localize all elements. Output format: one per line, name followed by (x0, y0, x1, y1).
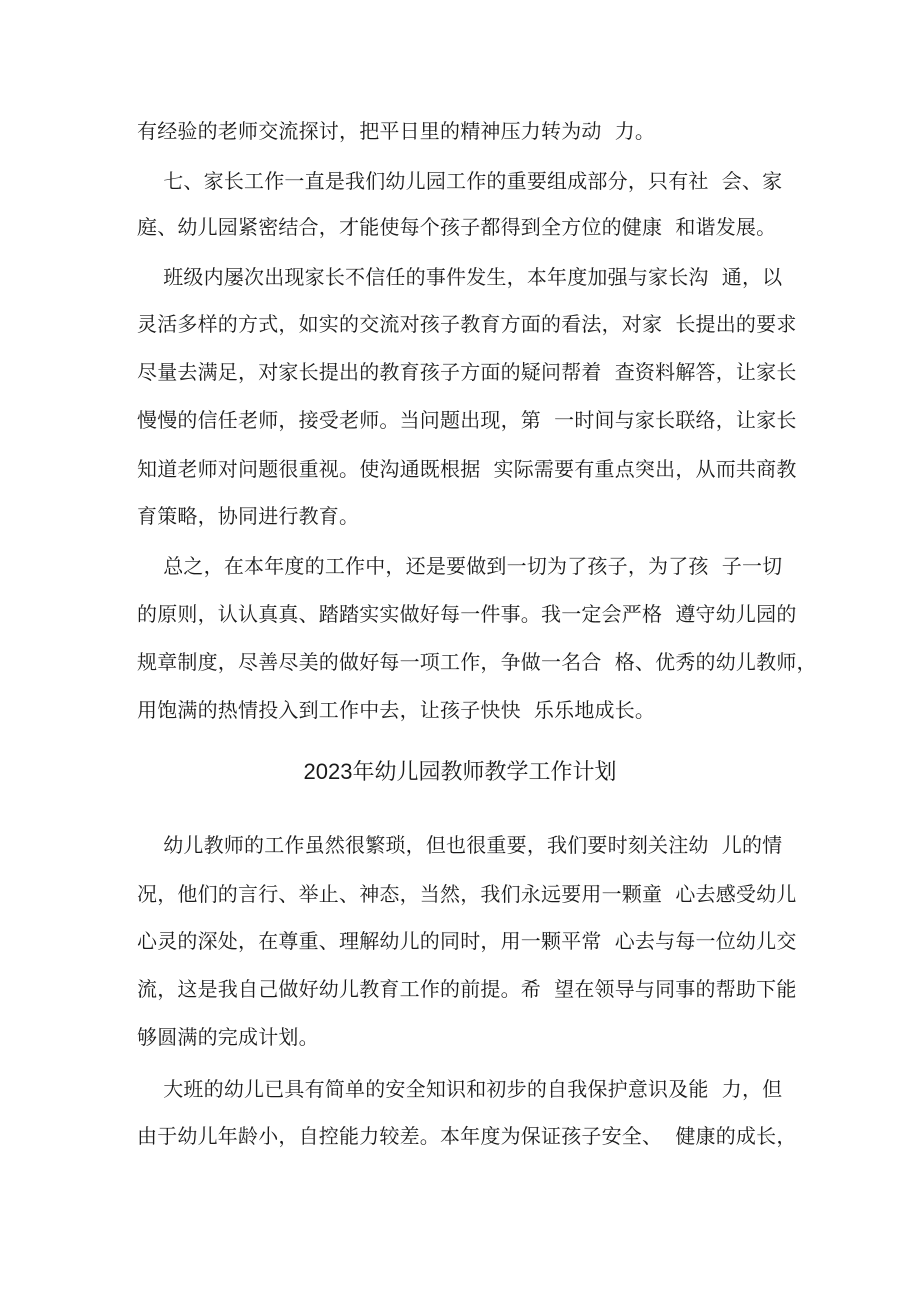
section-title: 2023年幼儿园教师教学工作计划 (303, 759, 617, 784)
text-line: 育策略，协同进行教育。 (137, 504, 360, 528)
text-line: 灵活多样的方式，如实的交流对孩子教育方面的看法，对家 长提出的要求 (137, 312, 797, 336)
text-line: 知道老师对问题很重视。使沟通既根据 实际需要有重点突出，从而共商教 (137, 457, 797, 481)
text-line: 心灵的深处，在尊重、理解幼儿的同时，用一颗平常 心去与每一位幼儿交 (137, 929, 797, 953)
text-line: 的原则，认认真真、踏踏实实做好每一件事。我一定会严格 遵守幼儿园的 (137, 602, 797, 626)
text-line: 庭、幼儿园紧密结合，才能使每个孩子都得到全方位的健康 和谐发展。 (137, 215, 777, 239)
text-line: 总之，在本年度的工作中，还是要做到一切为了孩子，为了孩 子一切 (137, 554, 783, 578)
text-line: 七、家长工作一直是我们幼儿园工作的重要组成部分，只有社 会、家 (137, 169, 783, 193)
text-line: 用饱满的热情投入到工作中去，让孩子快快 乐乐地成长。 (137, 698, 656, 722)
text-line: 有经验的老师交流探讨，把平日里的精神压力转为动 力。 (137, 119, 656, 143)
text-line: 由于幼儿年龄小，自控能力较差。本年度为保证孩子安全、 健康的成长， (137, 1124, 797, 1148)
text-line: 慢慢的信任老师，接受老师。当问题出现，第 一时间与家长联络，让家长 (137, 408, 797, 432)
text-line: 幼儿教师的工作虽然很繁琐，但也很重要，我们要时刻关注幼 儿的情 (137, 833, 783, 857)
text-line: 大班的幼儿已具有简单的安全知识和初步的自我保护意识及能 力，但 (137, 1077, 783, 1101)
text-line: 况，他们的言行、举止、神态，当然，我们永远要用一颗童 心去感受幼儿 (137, 882, 797, 906)
text-line: 班级内屡次出现家长不信任的事件发生，本年度加强与家长沟 通，以 (137, 265, 783, 289)
text-line: 够圆满的完成计划。 (137, 1025, 319, 1049)
text-line: 规章制度，尽善尽美的做好每一项工作，争做一名合 格、优秀的幼儿教师， (137, 650, 817, 674)
text-line: 尽量去满足，对家长提出的教育孩子方面的疑问帮着 查资料解答，让家长 (137, 360, 797, 384)
text-line: 流，这是我自己做好幼儿教育工作的前提。希 望在领导与同事的帮助下能 (137, 977, 797, 1001)
